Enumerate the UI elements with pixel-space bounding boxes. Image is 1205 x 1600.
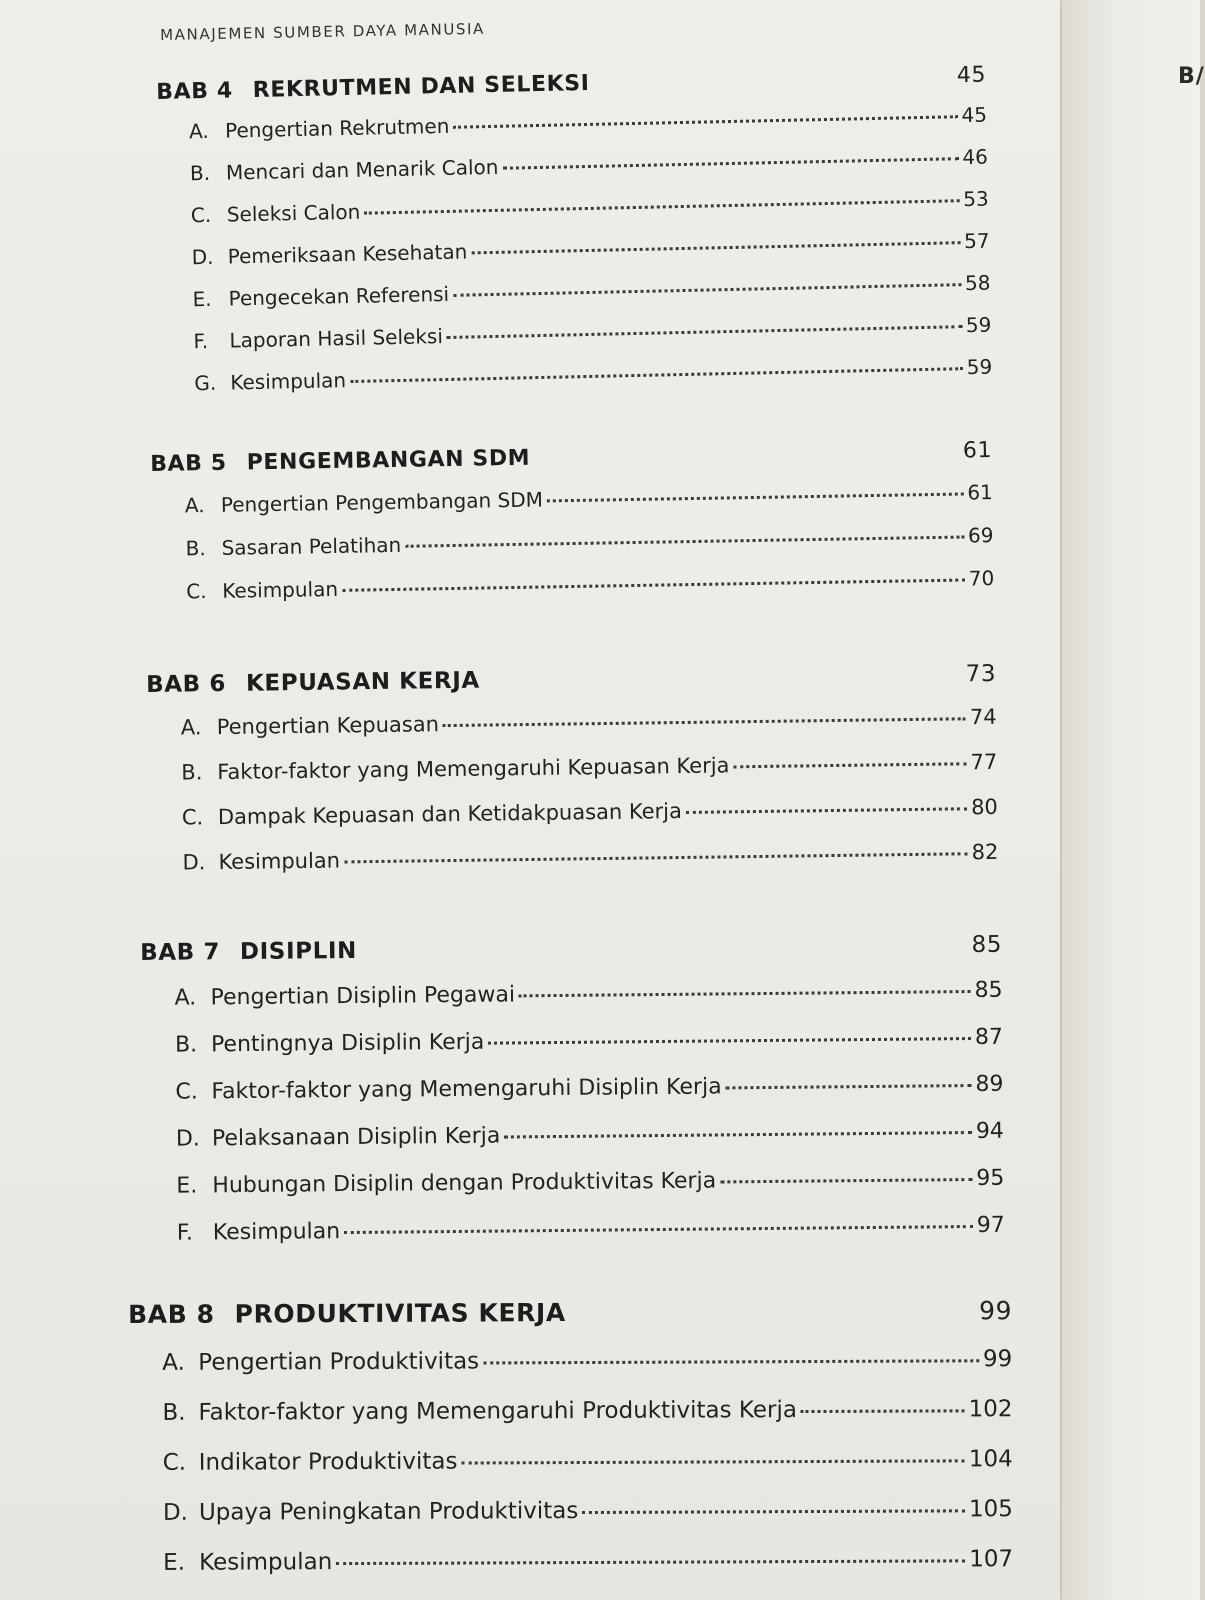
entry-letter: A. bbox=[184, 493, 205, 518]
chapter-page-number: 73 bbox=[965, 660, 997, 688]
toc-entry bbox=[140, 978, 1002, 1033]
chapter-number: BAB 8 bbox=[128, 1299, 215, 1329]
entry-letter: C. bbox=[190, 202, 212, 228]
entry-page-number: 89 bbox=[975, 1071, 1004, 1097]
leader-dots bbox=[483, 1359, 979, 1364]
entry-letter: B. bbox=[185, 536, 206, 561]
entry-letter: G. bbox=[194, 370, 217, 396]
leader-dots bbox=[720, 1178, 972, 1183]
entry-label: Kesimpulan bbox=[218, 848, 341, 875]
leader-dots bbox=[336, 1559, 965, 1565]
toc-entry bbox=[129, 1546, 1013, 1600]
entry-label: Dampak Kepuasan dan Ketidakpuasan Kerja bbox=[217, 798, 683, 830]
entry-page-number: 58 bbox=[964, 270, 991, 296]
entry-label: Kesimpulan bbox=[230, 368, 347, 395]
entry-page-number: 61 bbox=[967, 480, 993, 505]
entry-letter: B. bbox=[181, 760, 203, 785]
running-head: MANAJEMEN SUMBER DAYA MANUSIA bbox=[160, 19, 486, 44]
leader-dots bbox=[801, 1409, 965, 1413]
entry-page-number: 69 bbox=[967, 523, 994, 548]
entry-letter: A. bbox=[188, 118, 210, 144]
entry-page-number: 99 bbox=[982, 1346, 1013, 1373]
toc-entry bbox=[142, 1119, 1004, 1174]
leader-dots bbox=[519, 990, 971, 997]
toc-entry bbox=[129, 1496, 1013, 1550]
leader-dots bbox=[504, 1131, 972, 1138]
chapter-title: REKRUTMEN DAN SELEKSI bbox=[252, 70, 590, 103]
entry-letter: C. bbox=[186, 579, 207, 604]
toc-entry bbox=[143, 1213, 1005, 1268]
entry-label: Kesimpulan bbox=[212, 1219, 341, 1246]
chapter-page-number: 61 bbox=[962, 438, 993, 464]
entry-letter: C. bbox=[175, 1079, 198, 1105]
chapter-heading bbox=[128, 1296, 1012, 1350]
chapter-bab-8 bbox=[128, 1296, 1013, 1600]
entry-page-number: 94 bbox=[975, 1118, 1004, 1144]
entry-label: Pengertian Produktivitas bbox=[198, 1348, 480, 1376]
leader-dots bbox=[453, 115, 957, 129]
entry-letter: B. bbox=[162, 1399, 186, 1426]
entry-page-number: 102 bbox=[968, 1396, 1013, 1423]
leader-dots bbox=[686, 807, 967, 814]
entry-label: Faktor-faktor yang Memengaruhi Disiplin Kerja bbox=[211, 1074, 722, 1105]
entry-label: Sasaran Pelatihan bbox=[221, 532, 402, 560]
entry-page-number: 107 bbox=[969, 1546, 1014, 1573]
entry-letter: F. bbox=[176, 1220, 194, 1246]
chapter-title: PRODUKTIVITAS KERJA bbox=[234, 1298, 566, 1329]
leader-dots bbox=[344, 852, 968, 863]
entry-letter: D. bbox=[182, 850, 206, 875]
entry-label: Pelaksanaan Disiplin Kerja bbox=[211, 1123, 501, 1152]
leader-dots bbox=[342, 579, 965, 592]
entry-label: Pengertian Kepuasan bbox=[216, 712, 440, 740]
toc-entry bbox=[129, 1446, 1013, 1500]
chapter-bab-6 bbox=[146, 661, 999, 896]
leader-dots bbox=[502, 157, 958, 170]
entry-page-number: 95 bbox=[976, 1165, 1005, 1191]
chapter-title: DISIPLIN bbox=[239, 937, 358, 966]
facing-page-heading-fragment: B/ bbox=[1178, 64, 1205, 89]
entry-label: Pengertian Rekrutmen bbox=[224, 113, 450, 143]
entry-page-number: 82 bbox=[971, 839, 999, 865]
chapter-bab-4 bbox=[156, 63, 993, 414]
entry-page-number: 53 bbox=[962, 186, 989, 212]
entry-letter: B. bbox=[174, 1032, 198, 1058]
chapter-bab-5 bbox=[150, 438, 995, 623]
entry-page-number: 87 bbox=[974, 1024, 1004, 1050]
leader-dots bbox=[582, 1509, 965, 1514]
entry-page-number: 57 bbox=[963, 228, 990, 254]
entry-label: Pentingnya Disiplin Kerja bbox=[210, 1029, 485, 1058]
toc-entry bbox=[141, 1072, 1003, 1127]
entry-letter: A. bbox=[174, 985, 197, 1011]
leader-dots bbox=[547, 493, 964, 503]
facing-page-edge bbox=[1062, 0, 1200, 1600]
entry-label: Hubungan Disiplin dengan Produktivitas Kerja bbox=[212, 1168, 717, 1199]
entry-letter: D. bbox=[162, 1499, 189, 1526]
entry-letter: C. bbox=[181, 805, 204, 830]
entry-label: Kesimpulan bbox=[222, 576, 339, 603]
toc-entry bbox=[128, 1396, 1012, 1450]
entry-label: Indikator Produktivitas bbox=[198, 1448, 458, 1476]
entry-letter: E. bbox=[192, 286, 212, 312]
entry-page-number: 105 bbox=[968, 1496, 1013, 1523]
entry-letter: C. bbox=[162, 1449, 187, 1476]
entry-page-number: 85 bbox=[974, 977, 1003, 1003]
entry-page-number: 59 bbox=[966, 354, 993, 380]
entry-page-number: 46 bbox=[962, 144, 989, 170]
leader-dots bbox=[405, 536, 964, 548]
entry-page-number: 59 bbox=[965, 312, 992, 338]
entry-label: Mencari dan Menarik Calon bbox=[225, 154, 499, 185]
leader-dots bbox=[461, 1459, 964, 1464]
toc-entry bbox=[128, 1346, 1012, 1400]
chapter-title: PENGEMBANGAN SDM bbox=[246, 445, 531, 476]
chapter-bab-7 bbox=[140, 932, 1005, 1268]
chapter-number: BAB 6 bbox=[146, 670, 227, 698]
entry-label: Laporan Hasil Seleksi bbox=[229, 324, 444, 353]
entry-label: Pengecekan Referensi bbox=[228, 281, 450, 311]
chapter-page-number: 99 bbox=[978, 1296, 1013, 1326]
entry-page-number: 104 bbox=[968, 1446, 1013, 1473]
leader-dots bbox=[344, 1225, 973, 1234]
chapter-heading bbox=[140, 932, 1002, 986]
chapter-number: BAB 5 bbox=[150, 450, 227, 477]
entry-letter: D. bbox=[191, 244, 214, 270]
entry-letter: E. bbox=[163, 1549, 186, 1576]
entry-letter: F. bbox=[193, 328, 209, 354]
leader-dots bbox=[488, 1037, 971, 1045]
leader-dots bbox=[453, 283, 961, 297]
entry-letter: A. bbox=[162, 1349, 185, 1376]
leader-dots bbox=[733, 762, 966, 768]
chapter-page-number: 45 bbox=[956, 62, 987, 89]
chapter-page-number: 85 bbox=[971, 931, 1003, 959]
chapter-title: KEPUASAN KERJA bbox=[245, 667, 480, 697]
chapter-number: BAB 4 bbox=[156, 78, 234, 105]
entry-page-number: 97 bbox=[976, 1212, 1005, 1238]
leader-dots bbox=[726, 1084, 972, 1089]
toc-entry bbox=[141, 1025, 1003, 1080]
leader-dots bbox=[471, 241, 960, 254]
entry-page-number: 80 bbox=[970, 794, 998, 820]
entry-letter: A. bbox=[180, 715, 202, 740]
entry-label: Pemeriksaan Kesehatan bbox=[227, 239, 468, 269]
entry-page-number: 77 bbox=[970, 749, 998, 775]
chapter-number: BAB 7 bbox=[140, 939, 221, 966]
leader-dots bbox=[350, 367, 963, 383]
entry-page-number: 45 bbox=[961, 102, 988, 128]
entry-letter: D. bbox=[175, 1126, 200, 1152]
entry-letter: E. bbox=[176, 1173, 198, 1199]
toc-entry bbox=[142, 1166, 1004, 1221]
leader-dots bbox=[364, 199, 959, 214]
entry-label: Upaya Peningkatan Produktivitas bbox=[198, 1498, 579, 1526]
entry-label: Seleksi Calon bbox=[226, 199, 361, 227]
entry-page-number: 74 bbox=[969, 704, 997, 730]
entry-label: Pengertian Pengembangan SDM bbox=[220, 487, 544, 517]
leader-dots bbox=[447, 325, 962, 339]
entry-label: Kesimpulan bbox=[199, 1549, 333, 1576]
entry-label: Pengertian Disiplin Pegawai bbox=[210, 982, 516, 1011]
entry-letter: B. bbox=[189, 160, 211, 186]
leader-dots bbox=[443, 717, 966, 727]
entry-label: Faktor-faktor yang Memengaruhi Kepuasan Kerja bbox=[217, 753, 730, 785]
entry-page-number: 70 bbox=[968, 566, 995, 591]
entry-label: Faktor-faktor yang Memengaruhi Produktivitas Kerja bbox=[198, 1397, 797, 1426]
